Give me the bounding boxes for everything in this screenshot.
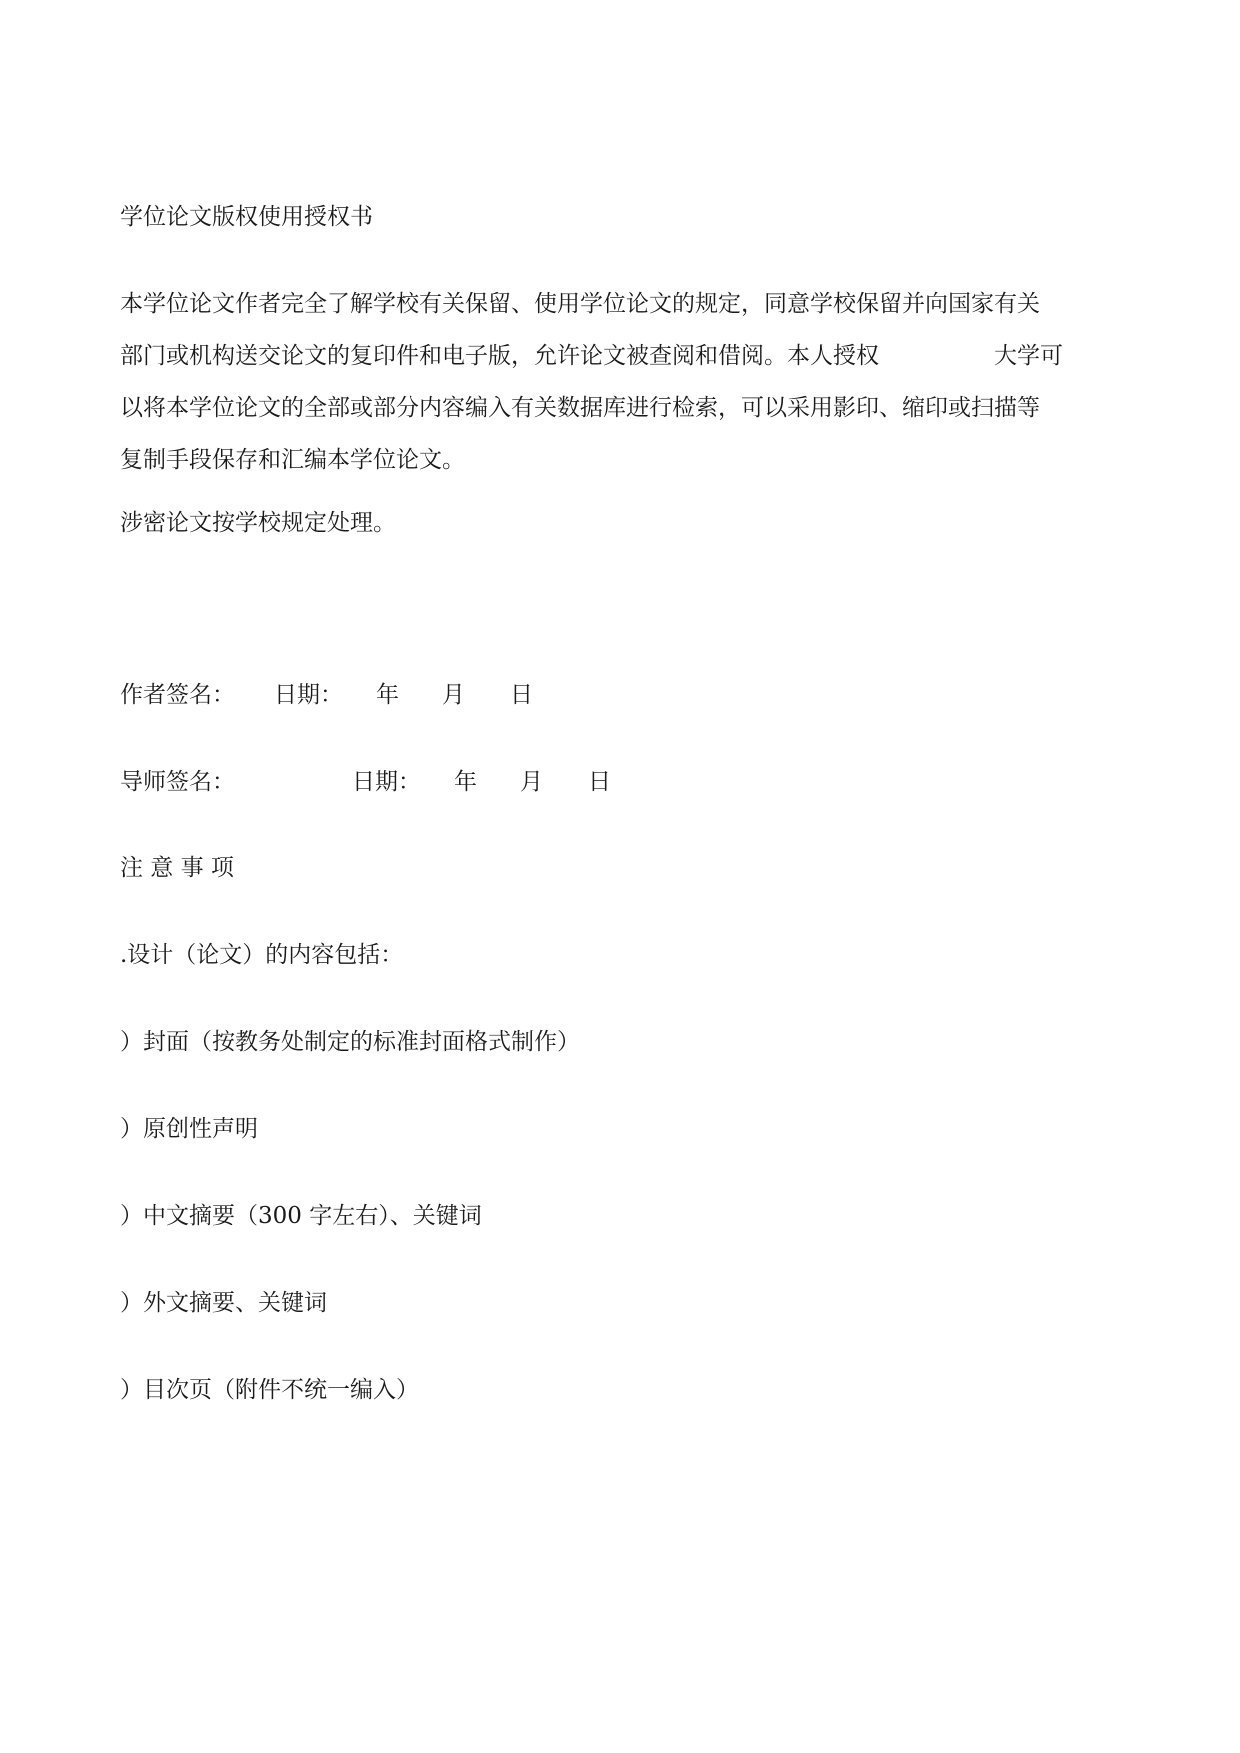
confidential-note: 涉密论文按学校规定处理。 <box>120 510 396 536</box>
list-item: ）外文摘要、关键词 <box>120 1290 327 1316</box>
advisor-signature-label: 导师签名： <box>120 769 235 795</box>
design-contents-heading: .设计（论文）的内容包括： <box>120 942 404 968</box>
advisor-day-label: 日 <box>588 769 611 795</box>
list-item: ）中文摘要（300 字左右）、关键词 <box>120 1203 482 1229</box>
authorization-line: 部门或机构送交论文的复印件和电子版，允许论文被查阅和借阅。本人授权 大学可 <box>120 343 1063 369</box>
advisor-month-label: 月 <box>520 769 543 795</box>
advisor-year-label: 年 <box>454 769 477 795</box>
list-item: ）目次页（附件不统一编入） <box>120 1377 419 1403</box>
author-signature-label: 作者签名： <box>120 682 235 708</box>
authorization-line: 本学位论文作者完全了解学校有关保留、使用学位论文的规定，同意学校保留并向国家有关 <box>120 291 1040 317</box>
advisor-date-label: 日期： <box>352 769 421 795</box>
list-item: ）原创性声明 <box>120 1116 258 1142</box>
document-title: 学位论文版权使用授权书 <box>120 204 373 230</box>
author-date-label: 日期： <box>274 682 343 708</box>
list-item: ）封面（按教务处制定的标准封面格式制作） <box>120 1029 580 1055</box>
author-year-label: 年 <box>376 682 399 708</box>
author-signature-row <box>120 680 720 710</box>
author-month-label: 月 <box>442 682 465 708</box>
author-day-label: 日 <box>510 682 533 708</box>
advisor-signature-row <box>120 767 720 797</box>
authorization-line: 复制手段保存和汇编本学位论文。 <box>120 447 465 473</box>
notes-heading: 注 意 事 项 <box>120 855 234 881</box>
authorization-line: 以将本学位论文的全部或部分内容编入有关数据库进行检索，可以采用影印、缩印或扫描等 <box>120 395 1040 421</box>
authorization-paragraph <box>120 278 1120 486</box>
